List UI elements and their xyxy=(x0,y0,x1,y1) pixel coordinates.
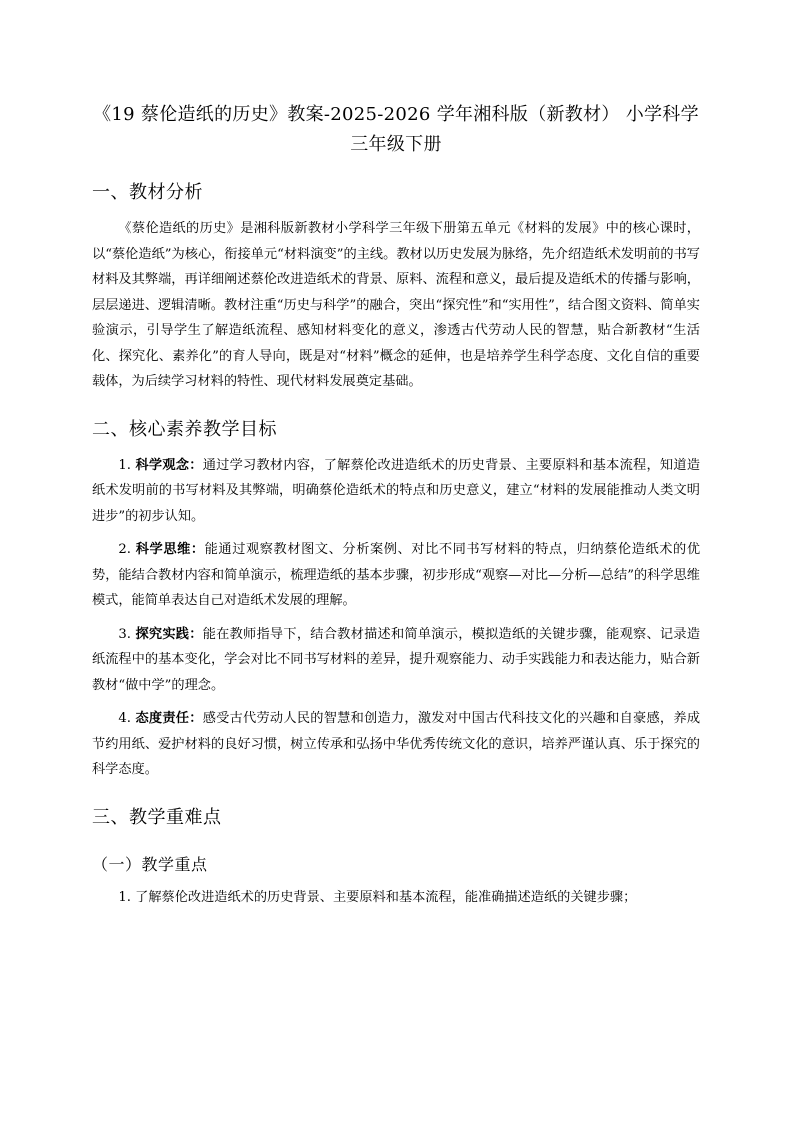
goal-text: 能通过观察教材图文、分析案例、对比不同书写材料的特点，归纳蔡伦造纸术的优势，能结合教材内容和简单演示，梳理造纸的基本步骤，初步形成“观察—对比—分析—总结”的科学思维模式，能简单表达自己对造纸术发展的理解。 xyxy=(92,542,701,608)
goal-label: 态度责任： xyxy=(135,711,203,726)
goal-number: 1. xyxy=(118,457,136,473)
goal-item-scientific-concept xyxy=(92,453,700,530)
goal-item-attitude-responsibility xyxy=(92,706,700,783)
goal-item-inquiry-practice xyxy=(92,622,700,699)
goal-item-scientific-thinking xyxy=(92,537,700,614)
goal-label: 探究实践： xyxy=(135,626,203,642)
document-page xyxy=(92,100,700,910)
goal-number: 3. xyxy=(118,626,136,642)
document-title: 《19 蔡伦造纸的历史》教案-2025-2026 学年湘科版（新教材） 小学科学三年级下册 xyxy=(93,104,699,155)
teaching-focus-item: 1. 了解蔡伦改进造纸术的历史背景、主要原料和基本流程，能准确描述造纸的关键步骤； xyxy=(118,889,637,905)
goal-label: 科学思维： xyxy=(135,542,205,557)
goal-number: 4. xyxy=(118,711,136,726)
goal-text: 通过学习教材内容，了解蔡伦改进造纸术的历史背景、主要原料和基本流程，知道造纸术发明前的书写材料及其弊端，明确蔡伦造纸术的特点和历史意义，建立“材料的发展能推动人类文明进步”的初步认知。 xyxy=(92,457,701,524)
goal-text: 能在教师指导下，结合教材描述和简单演示，模拟造纸的关键步骤，能观察、记录造纸流程中的基本变化，学会对比不同书写材料的差异，提升观察能力、动手实践能力和表达能力，贴合新教材“做中学”的理念。 xyxy=(92,626,701,693)
section-heading-textbook-analysis: 一、教材分析 xyxy=(92,182,203,203)
section-heading-teaching-goals: 二、核心素养教学目标 xyxy=(92,418,277,440)
goal-text: 感受古代劳动人民的智慧和创造力，激发对中国古代科技文化的兴趣和自豪感，养成节约用纸、爱护材料的良好习惯，树立传承和弘扬中华优秀传统文化的意识，培养严谨认真、乐于探究的科学态度。 xyxy=(92,711,701,777)
section-heading-key-difficulties: 三、教学重难点 xyxy=(92,806,222,828)
goal-number: 2. xyxy=(118,542,136,557)
goal-label: 科学观念： xyxy=(135,457,203,473)
textbook-analysis-paragraph: 《蔡伦造纸的历史》是湘科版新教材小学科学三年级下册第五单元《材料的发展》中的核心课时，以“蔡伦造纸”为核心，衔接单元“材料演变”的主线。教材以历史发展为脉络，先介绍造纸术发明前的书写材料及其弊端，再详细阐述蔡伦改进造纸术的背景、原料、流程和意义，最后提及造纸术的传播与影响，层层递进、逻辑清晰。教材注重“历史与科学”的融合，突出“探究性”和“实用性”，结合图文资料、简单实验演示，引导学生了解造纸流程、感知材料变化的意义，渗透古代劳动人民的智慧，贴合新教材“生活化、探究化、素养化”的育人导向，既是对“材料”概念的延伸，也是培养学生科学态度、文化自信的重要载体，为后续学习材料的特性、现代材料发展奠定基础。 xyxy=(92,221,700,389)
subsection-heading-teaching-focus: （一）教学重点 xyxy=(92,854,208,874)
